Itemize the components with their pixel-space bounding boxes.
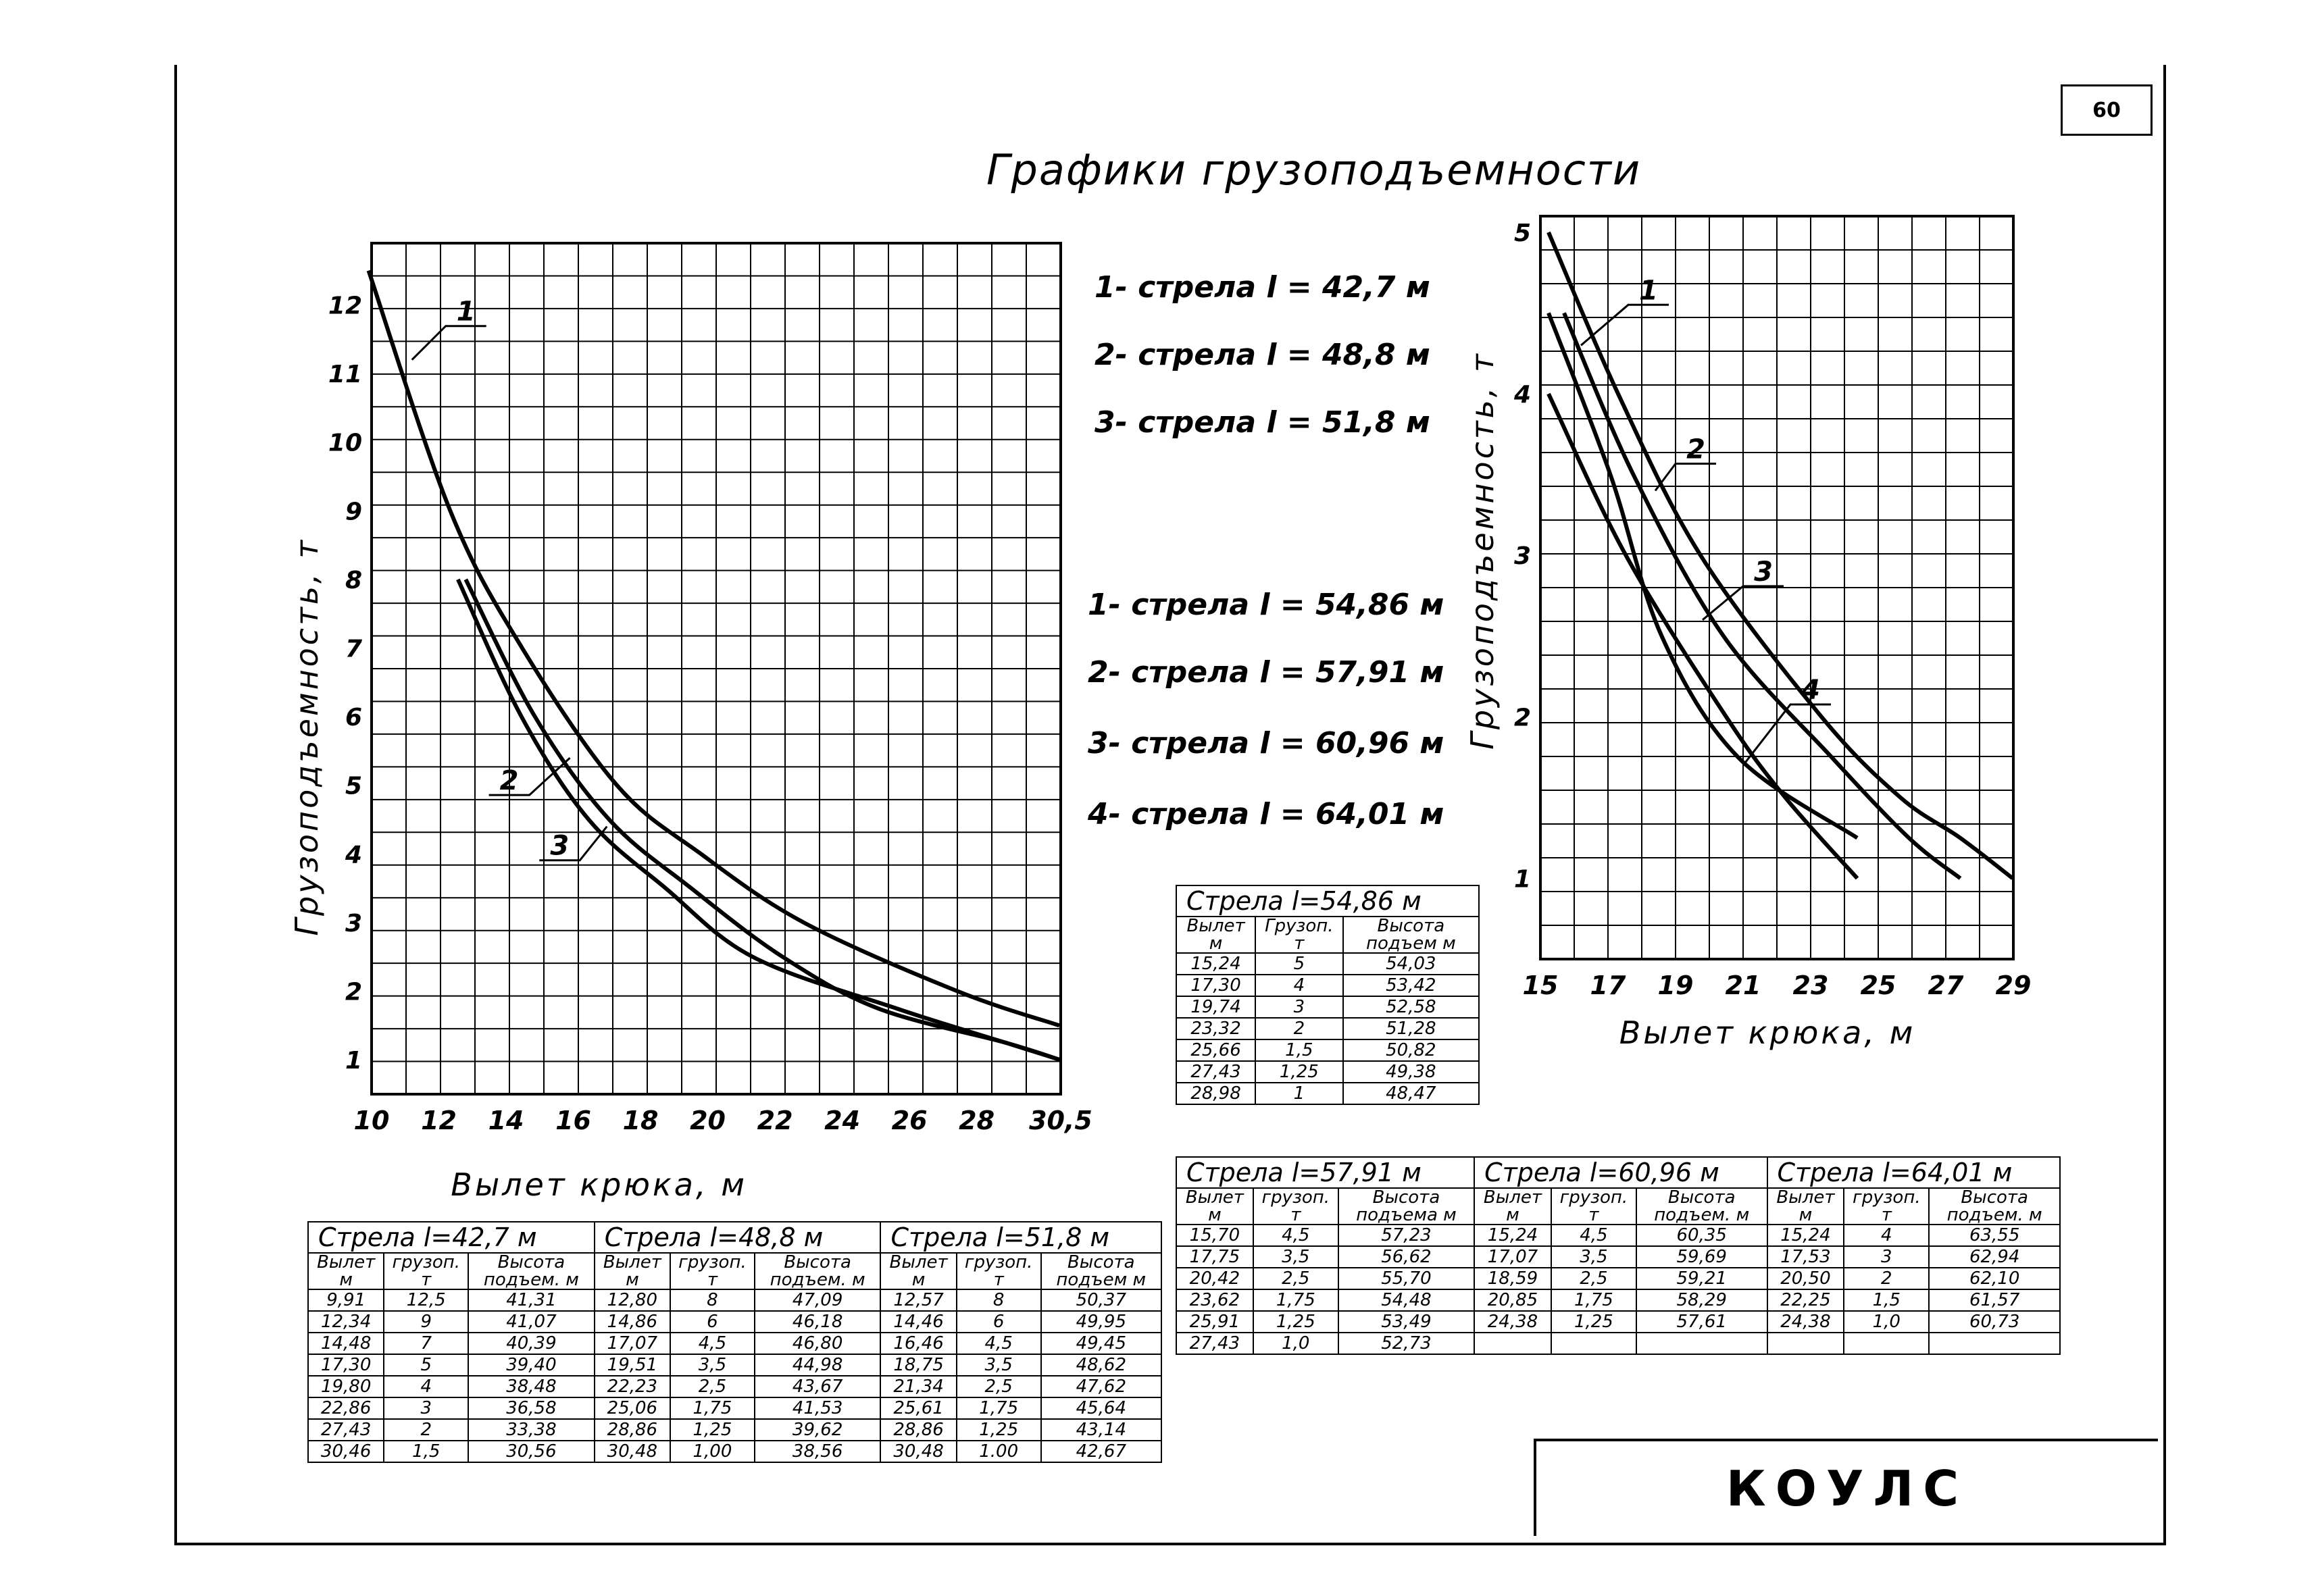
table-row [1176, 1268, 2060, 1289]
legend-b-4: 4- стрела l = 64,01 м [1088, 797, 1444, 831]
y-tick-label: 8 [345, 566, 362, 594]
table-row [1176, 1246, 2060, 1268]
table-cell [1636, 1333, 1767, 1354]
table-cell: 59,21 [1636, 1268, 1767, 1289]
table-cell: 1,5 [1255, 1039, 1343, 1061]
table-cell: 39,40 [468, 1354, 595, 1376]
table-header-row [308, 1253, 1161, 1289]
series-label-3: 3 [550, 830, 570, 862]
y-tick-label: 1 [1513, 865, 1531, 894]
table-cell: 2,5 [957, 1376, 1041, 1397]
table-boom-42-51 [307, 1221, 1162, 1463]
table-cell: 51,28 [1343, 1018, 1479, 1039]
column-header: Высота подъем м [1041, 1253, 1161, 1289]
table-cell: 15,24 [1474, 1225, 1551, 1246]
table-cell: 49,38 [1343, 1061, 1479, 1083]
table-cell: 20,50 [1767, 1268, 1844, 1289]
table-cell: 49,45 [1041, 1333, 1161, 1354]
y-tick-label: 1 [345, 1047, 362, 1075]
y-tick-label: 4 [1513, 381, 1531, 409]
column-header: Высота подъем м [1343, 917, 1479, 953]
table-cell: 23,32 [1176, 1018, 1255, 1039]
table-cell: 46,18 [755, 1311, 881, 1333]
series-label-3: 3 [1754, 556, 1773, 588]
table-row [1176, 975, 1479, 996]
series-label-1: 1 [1639, 275, 1658, 307]
table-cell: 28,86 [595, 1419, 670, 1441]
capacity-chart-1 [284, 230, 1095, 1216]
table-group-row [308, 1222, 1161, 1253]
table-cell: 2 [1255, 1018, 1343, 1039]
table-cell [1929, 1333, 2060, 1354]
y-tick-label: 2 [345, 978, 362, 1006]
column-header: грузоп. т [384, 1253, 468, 1289]
table-cell: 4 [384, 1376, 468, 1397]
table-header-row [1176, 917, 1479, 953]
table-row [1176, 1083, 1479, 1104]
table-cell [1844, 1333, 1929, 1354]
x-tick-label: 10 [353, 1106, 390, 1135]
table-cell: 25,06 [595, 1397, 670, 1419]
table-cell: 17,30 [1176, 975, 1255, 996]
table-row [1176, 996, 1479, 1018]
table-boom-54 [1176, 885, 1480, 1105]
y-tick-label: 11 [328, 361, 362, 389]
series-line-1 [369, 271, 1059, 1026]
table-cell: 43,14 [1041, 1419, 1161, 1441]
table-cell: 3,5 [1253, 1246, 1338, 1268]
table-cell: 52,58 [1343, 996, 1479, 1018]
table-cell: 1,0 [1844, 1311, 1929, 1333]
table-row [1176, 1225, 2060, 1246]
table-cell: 3 [384, 1397, 468, 1419]
table-cell: 1 [1255, 1083, 1343, 1104]
table-cell: 18,59 [1474, 1268, 1551, 1289]
table-cell: 63,55 [1929, 1225, 2060, 1246]
series-line-2 [466, 580, 1060, 1060]
table-cell: 53,49 [1338, 1311, 1474, 1333]
table-cell: 18,75 [880, 1354, 956, 1376]
table-cell: 39,62 [755, 1419, 881, 1441]
table-cell: 1,5 [1844, 1289, 1929, 1311]
series-label-1: 1 [456, 296, 476, 328]
table-cell: 47,09 [755, 1289, 881, 1311]
x-tick-label: 27 [1928, 971, 1964, 1000]
table-cell: 55,70 [1338, 1268, 1474, 1289]
table-row [1176, 1289, 2060, 1311]
table-cell: 20,42 [1176, 1268, 1253, 1289]
table-cell: 4,5 [957, 1333, 1041, 1354]
table-cell: 28,98 [1176, 1083, 1255, 1104]
table-cell: 50,37 [1041, 1289, 1161, 1311]
table-header-row [1176, 1188, 2060, 1225]
legend-a-2: 2- стрела l = 48,8 м [1095, 338, 1430, 372]
x-tick-label: 18 [622, 1106, 659, 1135]
table-cell: 14,48 [308, 1333, 384, 1354]
table-row [1176, 1311, 2060, 1333]
table-cell: 46,80 [755, 1333, 881, 1354]
table-cell: 6 [670, 1311, 755, 1333]
table-cell: 42,67 [1041, 1441, 1161, 1462]
table-cell: 21,34 [880, 1376, 956, 1397]
table-cell: 2,5 [1253, 1268, 1338, 1289]
x-tick-label: 21 [1725, 971, 1761, 1000]
table-cell: 60,73 [1929, 1311, 2060, 1333]
table-cell: 24,38 [1474, 1311, 1551, 1333]
column-header: грузоп. т [1253, 1188, 1338, 1225]
series-label-2: 2 [1686, 434, 1705, 465]
table-cell: 27,43 [1176, 1333, 1253, 1354]
table-title: Стрела l=54,86 м [1176, 885, 1479, 917]
table-cell: 22,25 [1767, 1289, 1844, 1311]
y-tick-label: 3 [1513, 542, 1531, 571]
table-cell: 25,91 [1176, 1311, 1253, 1333]
table-cell: 54,48 [1338, 1289, 1474, 1311]
table-cell: 4,5 [1551, 1225, 1636, 1246]
title-stamp: КОУЛС [1534, 1439, 2158, 1536]
table-cell: 8 [670, 1289, 755, 1311]
table-cell: 49,95 [1041, 1311, 1161, 1333]
table-cell: 16,46 [880, 1333, 956, 1354]
table-row [308, 1354, 1161, 1376]
capacity-chart-2 [1453, 203, 2061, 1067]
x-tick-label: 22 [757, 1106, 793, 1135]
table-cell: 47,62 [1041, 1376, 1161, 1397]
table-cell: 53,42 [1343, 975, 1479, 996]
series-label-2: 2 [499, 765, 519, 797]
table-row [308, 1397, 1161, 1419]
table-cell: 1,75 [670, 1397, 755, 1419]
table-cell: 54,03 [1343, 953, 1479, 975]
legend-b-3: 3- стрела l = 60,96 м [1088, 726, 1444, 761]
table-cell: 57,61 [1636, 1311, 1767, 1333]
column-header: Высота подъем. м [755, 1253, 881, 1289]
table-cell: 1,75 [1551, 1289, 1636, 1311]
table-cell: 5 [1255, 953, 1343, 975]
table-cell: 15,70 [1176, 1225, 1253, 1246]
table-cell: 20,85 [1474, 1289, 1551, 1311]
column-header: Вылет м [308, 1253, 384, 1289]
legend-a-3: 3- стрела l = 51,8 м [1095, 405, 1430, 440]
table-cell: 3 [1255, 996, 1343, 1018]
x-axis-label: Вылет крюка, м [451, 1166, 747, 1203]
table-cell: 19,80 [308, 1376, 384, 1397]
series-line-2 [1564, 313, 1961, 878]
table-cell: 33,38 [468, 1419, 595, 1441]
column-header: Вылет м [1767, 1188, 1844, 1225]
table-cell: 1.00 [957, 1441, 1041, 1462]
table-cell: 1,75 [1253, 1289, 1338, 1311]
table-cell [1474, 1333, 1551, 1354]
table-cell: 44,98 [755, 1354, 881, 1376]
table-cell: 36,58 [468, 1397, 595, 1419]
table-cell: 4 [1844, 1225, 1929, 1246]
table-row [1176, 1061, 1479, 1083]
table-cell: 5 [384, 1354, 468, 1376]
table-cell: 30,46 [308, 1441, 384, 1462]
table-cell: 12,57 [880, 1289, 956, 1311]
table-cell: 41,31 [468, 1289, 595, 1311]
table-cell: 17,75 [1176, 1246, 1253, 1268]
table-cell: 3,5 [670, 1354, 755, 1376]
table-cell: 3 [1844, 1246, 1929, 1268]
table-cell: 17,30 [308, 1354, 384, 1376]
table-cell: 2 [1844, 1268, 1929, 1289]
x-tick-label: 17 [1590, 971, 1626, 1000]
table-cell: 25,66 [1176, 1039, 1255, 1061]
x-tick-label: 23 [1792, 971, 1829, 1000]
y-tick-label: 10 [328, 429, 362, 457]
table-cell: 27,43 [1176, 1061, 1255, 1083]
table-cell: 2,5 [670, 1376, 755, 1397]
y-tick-label: 4 [345, 841, 362, 869]
table-cell: 30,48 [880, 1441, 956, 1462]
table-group-title: Стрела l=48,8 м [595, 1222, 881, 1253]
column-header: Вылет м [1176, 917, 1255, 953]
table-cell: 12,5 [384, 1289, 468, 1311]
table-cell: 6 [957, 1311, 1041, 1333]
series-label-4: 4 [1801, 675, 1820, 706]
table-cell: 27,43 [308, 1419, 384, 1441]
x-tick-label: 14 [488, 1106, 524, 1135]
table-cell: 22,86 [308, 1397, 384, 1419]
legend-a-1: 1- стрела l = 42,7 м [1095, 270, 1430, 305]
table-cell: 52,73 [1338, 1333, 1474, 1354]
table-row [308, 1289, 1161, 1311]
column-header: Высота подъема м [1338, 1188, 1474, 1225]
x-tick-label: 24 [824, 1106, 861, 1135]
x-tick-label: 15 [1522, 971, 1559, 1000]
legend-b-2: 2- стрела l = 57,91 м [1088, 655, 1444, 690]
table-cell: 8 [957, 1289, 1041, 1311]
y-axis-label: Грузоподъемность, т [288, 537, 325, 936]
series-line-1 [1549, 232, 2013, 879]
column-header: грузоп. т [1844, 1188, 1929, 1225]
table-cell [1767, 1333, 1844, 1354]
table-cell: 48,62 [1041, 1354, 1161, 1376]
y-tick-label: 2 [1513, 704, 1531, 732]
table-cell: 15,24 [1176, 953, 1255, 975]
table-cell: 24,38 [1767, 1311, 1844, 1333]
table-row [308, 1419, 1161, 1441]
table-cell: 23,62 [1176, 1289, 1253, 1311]
table-cell: 30,56 [468, 1441, 595, 1462]
table-cell: 15,24 [1767, 1225, 1844, 1246]
table-cell: 62,94 [1929, 1246, 2060, 1268]
column-header: грузоп. т [670, 1253, 755, 1289]
table-cell: 43,67 [755, 1376, 881, 1397]
table-cell: 4,5 [670, 1333, 755, 1354]
table-cell: 14,46 [880, 1311, 956, 1333]
table-row [1176, 1039, 1479, 1061]
table-cell: 41,53 [755, 1397, 881, 1419]
x-tick-label: 19 [1657, 971, 1694, 1000]
table-row [308, 1311, 1161, 1333]
table-cell: 1,75 [957, 1397, 1041, 1419]
table-cell: 1,00 [670, 1441, 755, 1462]
y-axis-label: Грузоподъемность, т [1464, 351, 1501, 750]
table-cell: 1,5 [384, 1441, 468, 1462]
y-tick-label: 12 [328, 292, 362, 320]
table-cell: 60,35 [1636, 1225, 1767, 1246]
table-group-title: Стрела l=60,96 м [1474, 1157, 1767, 1188]
table-cell: 61,57 [1929, 1289, 2060, 1311]
page-number: 60 [2061, 84, 2153, 136]
table-cell [1551, 1333, 1636, 1354]
table-cell: 38,48 [468, 1376, 595, 1397]
table-cell: 19,51 [595, 1354, 670, 1376]
table-cell: 57,23 [1338, 1225, 1474, 1246]
table-cell: 58,29 [1636, 1289, 1767, 1311]
table-cell: 22,23 [595, 1376, 670, 1397]
table-boom-57-64 [1176, 1156, 2061, 1355]
table-cell: 2 [384, 1419, 468, 1441]
x-axis-label: Вылет крюка, м [1619, 1014, 1916, 1051]
x-tick-label: 16 [555, 1106, 591, 1135]
table-cell: 2,5 [1551, 1268, 1636, 1289]
table-cell: 40,39 [468, 1333, 595, 1354]
table-cell: 7 [384, 1333, 468, 1354]
table-cell: 9 [384, 1311, 468, 1333]
table-cell: 3,5 [957, 1354, 1041, 1376]
table-cell: 1,25 [1255, 1061, 1343, 1083]
table-cell: 9,91 [308, 1289, 384, 1311]
y-tick-label: 3 [345, 909, 362, 937]
column-header: Высота подъем. м [468, 1253, 595, 1289]
y-tick-label: 9 [345, 498, 362, 526]
table-row [1176, 953, 1479, 975]
y-tick-label: 6 [345, 704, 362, 732]
table-cell: 14,86 [595, 1311, 670, 1333]
table-group-title: Стрела l=51,8 м [880, 1222, 1161, 1253]
table-row [1176, 1018, 1479, 1039]
table-cell: 12,34 [308, 1311, 384, 1333]
table-cell: 1,25 [1551, 1311, 1636, 1333]
table-cell: 4 [1255, 975, 1343, 996]
y-tick-label: 5 [345, 772, 362, 800]
table-cell: 12,80 [595, 1289, 670, 1311]
table-cell: 17,07 [1474, 1246, 1551, 1268]
table-cell: 38,56 [755, 1441, 881, 1462]
y-tick-label: 7 [345, 635, 362, 663]
x-tick-label: 25 [1860, 971, 1896, 1000]
table-group-title: Стрела l=57,91 м [1176, 1157, 1474, 1188]
table-cell: 1,25 [670, 1419, 755, 1441]
table-cell: 19,74 [1176, 996, 1255, 1018]
table-row [1176, 1333, 2060, 1354]
table-cell: 3,5 [1551, 1246, 1636, 1268]
table-row [308, 1376, 1161, 1397]
column-header: Вылет м [880, 1253, 956, 1289]
table-group-title: Стрела l=42,7 м [308, 1222, 595, 1253]
table-cell: 45,64 [1041, 1397, 1161, 1419]
table-cell: 25,61 [880, 1397, 956, 1419]
table-cell: 17,53 [1767, 1246, 1844, 1268]
table-cell: 28,86 [880, 1419, 956, 1441]
table-group-row [1176, 1157, 2060, 1188]
column-header: Высота подъем. м [1929, 1188, 2060, 1225]
table-cell: 30,48 [595, 1441, 670, 1462]
series-line-3 [458, 580, 1060, 1060]
y-tick-label: 5 [1513, 219, 1531, 247]
x-tick-label: 20 [690, 1106, 726, 1135]
table-cell: 1,25 [957, 1419, 1041, 1441]
legend-b-1: 1- стрела l = 54,86 м [1088, 588, 1444, 622]
table-cell: 56,62 [1338, 1246, 1474, 1268]
x-tick-label: 26 [891, 1106, 928, 1135]
table-group-title: Стрела l=64,01 м [1767, 1157, 2060, 1188]
table-cell: 1,0 [1253, 1333, 1338, 1354]
table-cell: 48,47 [1343, 1083, 1479, 1104]
table-row [308, 1333, 1161, 1354]
column-header: Вылет м [1176, 1188, 1253, 1225]
table-cell: 50,82 [1343, 1039, 1479, 1061]
x-tick-label: 29 [1995, 971, 2032, 1000]
column-header: грузоп. т [957, 1253, 1041, 1289]
table-title-row [1176, 885, 1479, 917]
table-cell: 59,69 [1636, 1246, 1767, 1268]
column-header: Вылет м [595, 1253, 670, 1289]
x-tick-label: 30,5 [1029, 1106, 1092, 1135]
column-header: Вылет м [1474, 1188, 1551, 1225]
table-cell: 41,07 [468, 1311, 595, 1333]
page-title: Графики грузоподъемности [986, 145, 1642, 195]
table-row [308, 1441, 1161, 1462]
table-cell: 4,5 [1253, 1225, 1338, 1246]
table-cell: 17,07 [595, 1333, 670, 1354]
column-header: Грузоп. т [1255, 917, 1343, 953]
x-tick-label: 28 [959, 1106, 995, 1135]
table-cell: 1,25 [1253, 1311, 1338, 1333]
column-header: Высота подъем. м [1636, 1188, 1767, 1225]
column-header: грузоп. т [1551, 1188, 1636, 1225]
table-cell: 62,10 [1929, 1268, 2060, 1289]
x-tick-label: 12 [421, 1106, 457, 1135]
